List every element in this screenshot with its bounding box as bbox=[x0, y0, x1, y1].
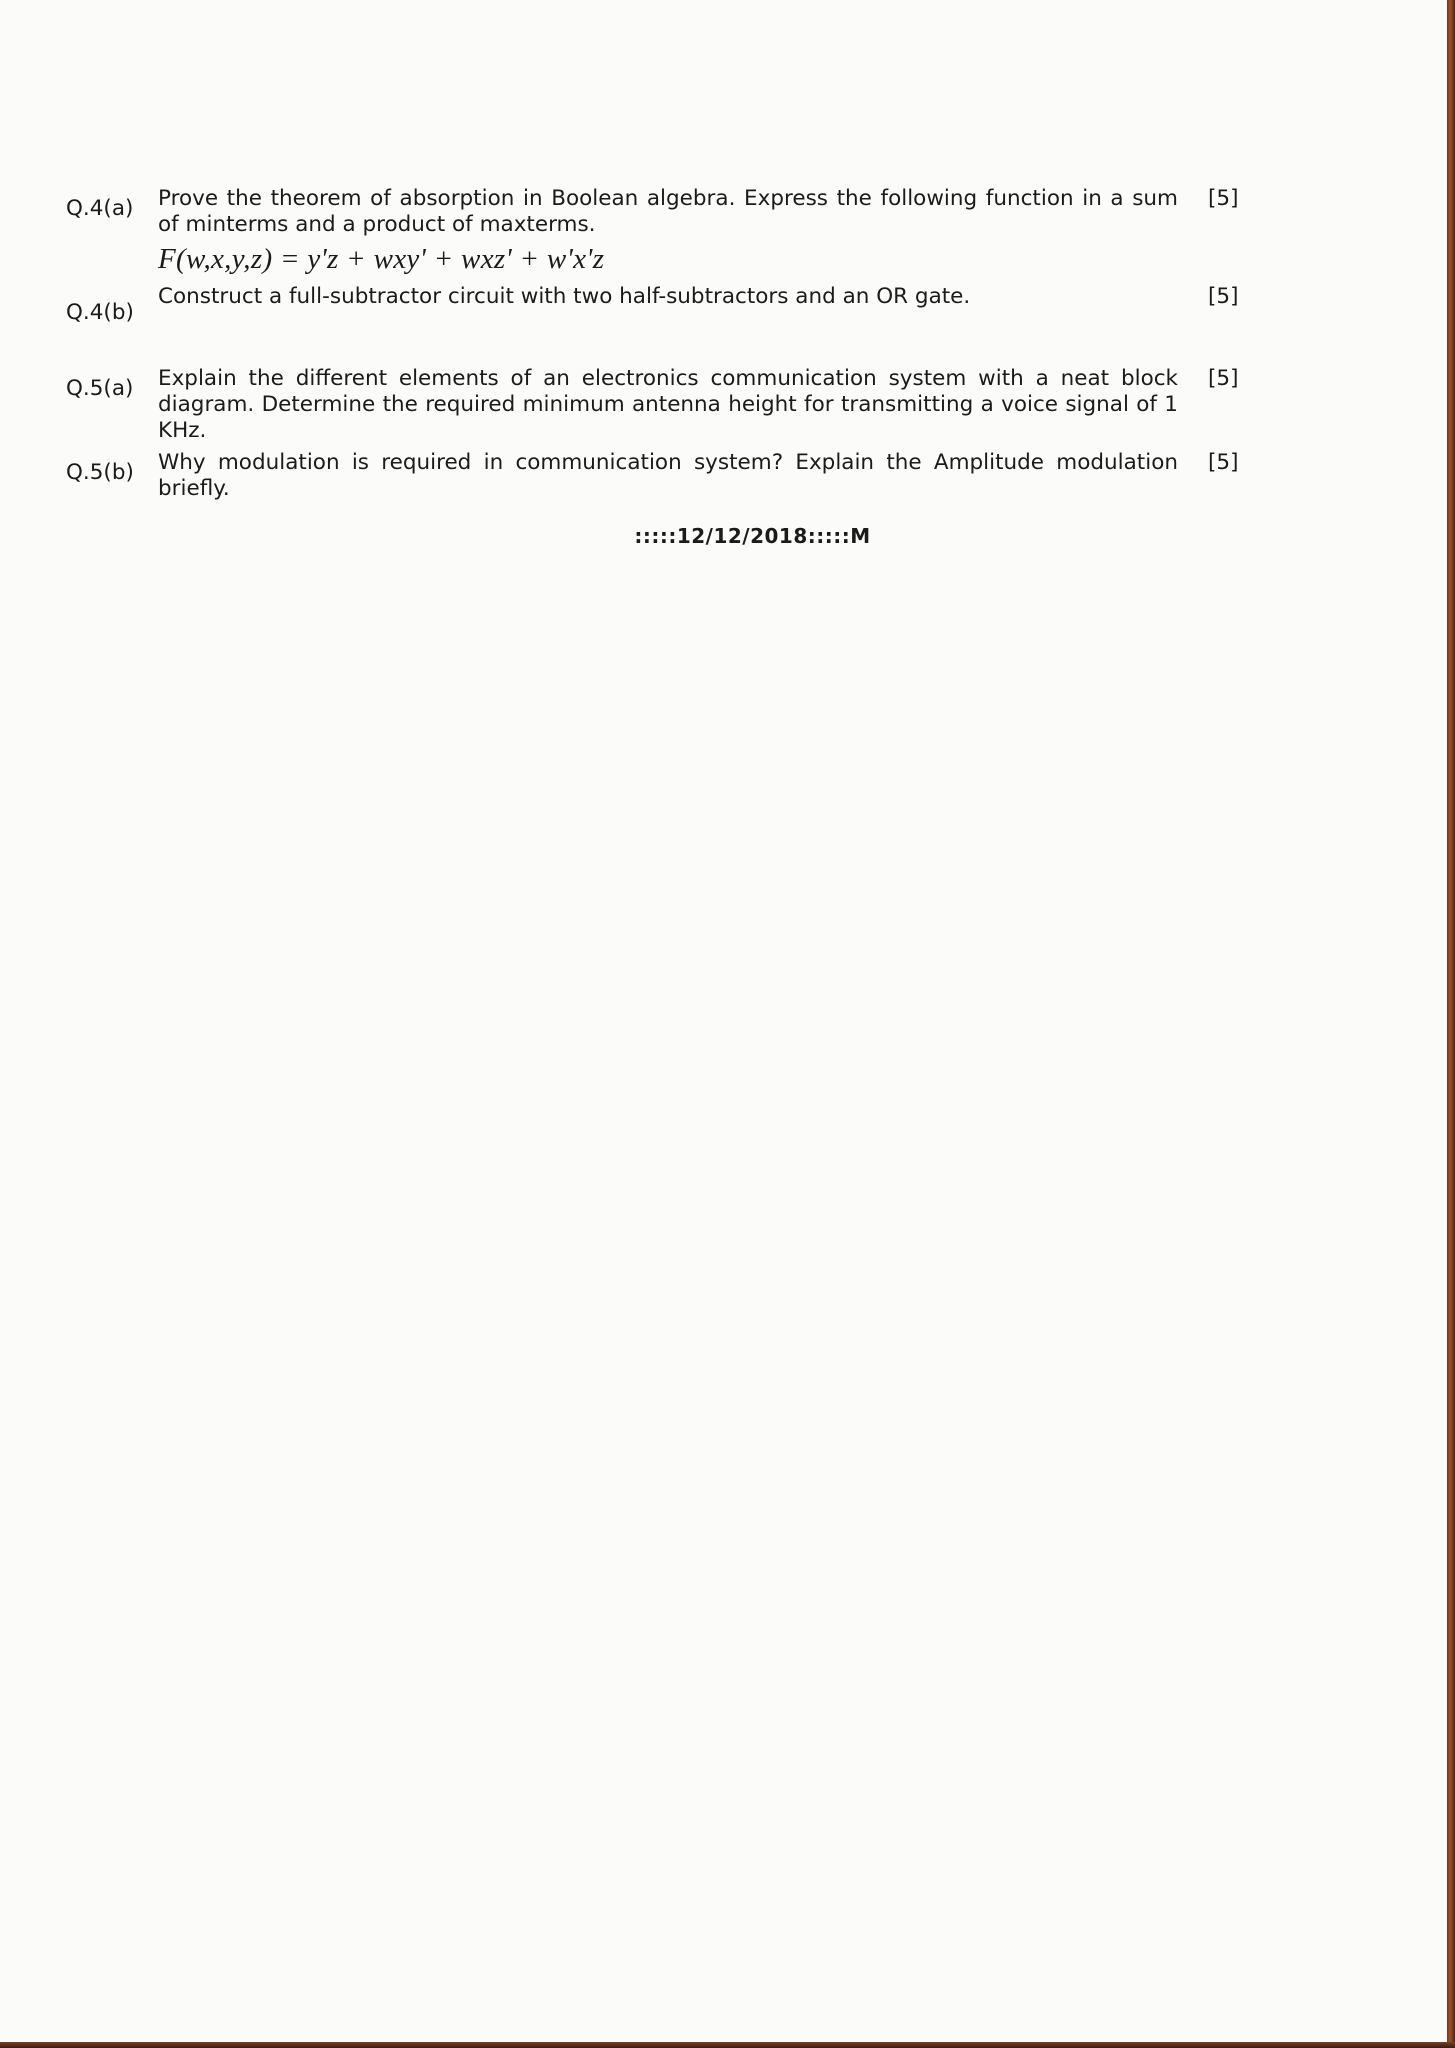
question-label: Q.5(b) bbox=[66, 460, 134, 485]
question-text: Why modulation is required in communication system? Explain the Amplitude modulation briefly. bbox=[158, 450, 1178, 501]
question-marks: [5] bbox=[1208, 284, 1239, 309]
page-edge bbox=[1447, 0, 1455, 2048]
page-edge-bottom bbox=[0, 2042, 1455, 2048]
question-marks: [5] bbox=[1208, 366, 1239, 391]
question-label: Q.4(b) bbox=[66, 300, 134, 325]
question-label: Q.5(a) bbox=[66, 376, 134, 401]
question-text: Explain the different elements of an electronics communication system with a neat block diagram. Determine the required minimum antenna height for transmitting a voice signal of 1 KHz. bbox=[158, 366, 1178, 443]
question-text: Construct a full-subtractor circuit with two half-subtractors and an OR gate. bbox=[158, 284, 971, 309]
exam-date-footer: :::::12/12/2018:::::M bbox=[634, 524, 871, 548]
question-text: Prove the theorem of absorption in Boolean algebra. Express the following function in a sum of minterms and a product of maxterms. bbox=[158, 186, 1178, 237]
question-marks: [5] bbox=[1208, 186, 1239, 211]
question-marks: [5] bbox=[1208, 450, 1239, 475]
boolean-function-formula: F(w,x,y,z) = y'z + wxy' + wxz' + w'x'z bbox=[158, 243, 605, 275]
question-label: Q.4(a) bbox=[66, 196, 134, 221]
